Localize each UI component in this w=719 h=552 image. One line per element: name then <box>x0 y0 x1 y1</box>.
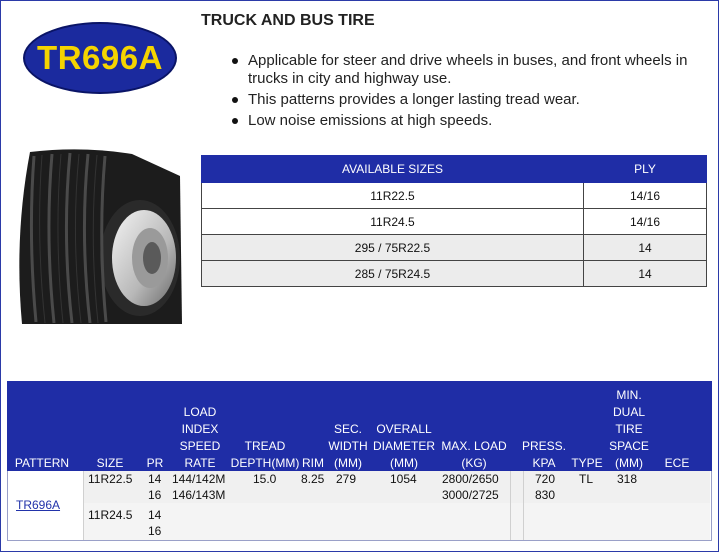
pr-cell: 14 16 <box>148 472 162 502</box>
feature-list <box>228 52 713 133</box>
load-rate-cell: 144/142M 146/143M <box>172 472 226 502</box>
overall-diameter-cell: 1054 <box>390 472 417 486</box>
size-cell: 11R24.5 <box>88 508 133 522</box>
available-sizes-table <box>201 155 707 287</box>
size-cell: 11R24.5 <box>202 209 584 235</box>
dual-space-cell: 318 <box>617 472 638 486</box>
spec-header-row <box>7 381 712 473</box>
feature-item: This patterns provides a longer lasting tread wear. <box>228 91 713 109</box>
size-cell: 11R22.5 <box>202 183 584 209</box>
ply-cell: 14 <box>584 235 707 261</box>
ply-cell: 14/16 <box>584 183 707 209</box>
feature-item: Applicable for steer and drive wheels in buses, and front wheels in trucks in city and highway use. <box>228 52 713 88</box>
tread-cell: 15.0 <box>253 472 277 486</box>
spec-body <box>7 471 712 541</box>
ply-cell: 14/16 <box>584 209 707 235</box>
press-cell: 720 830 <box>535 472 556 502</box>
feature-item: Low noise emissions at high speeds. <box>228 112 713 130</box>
pr-cell: 14 16 <box>148 508 162 538</box>
rim-cell: 8.25 <box>301 472 325 486</box>
col-overall-diameter: OVERALL DIAMETER (MM) <box>372 422 435 470</box>
bullet-icon <box>232 118 238 124</box>
column-divider <box>510 471 511 540</box>
col-pattern: PATTERN <box>14 456 70 470</box>
model-badge-text: TR696A <box>37 39 163 76</box>
column-divider <box>523 471 524 540</box>
col-size: SIZE <box>96 456 124 470</box>
size-cell: 285 / 75R24.5 <box>202 261 584 287</box>
sec-width-cell: 279 <box>336 472 357 486</box>
size-cell: 11R22.5 <box>88 472 133 486</box>
max-load-cell: 2800/2650 3000/2725 <box>442 472 499 502</box>
col-type: TYPE <box>571 456 603 470</box>
col-pr: PR <box>146 456 164 470</box>
col-tread: TREAD DEPTH(MM) <box>230 439 300 470</box>
table-row <box>202 261 707 287</box>
tire-image <box>12 146 184 326</box>
column-divider <box>83 471 84 540</box>
sizes-header: AVAILABLE SIZES <box>202 156 584 183</box>
bullet-icon <box>232 58 238 64</box>
col-press: PRESS. KPA <box>521 439 566 470</box>
spec-table <box>7 381 710 540</box>
ply-header: PLY <box>584 156 707 183</box>
size-cell: 295 / 75R22.5 <box>202 235 584 261</box>
model-badge <box>23 22 177 94</box>
spec-row-bg <box>83 503 710 540</box>
col-rim: RIM <box>302 456 324 470</box>
bullet-icon <box>232 97 238 103</box>
col-ece: ECE <box>664 456 690 470</box>
col-max-load: MAX. LOAD (KG) <box>441 439 507 470</box>
ply-cell: 14 <box>584 261 707 287</box>
table-row <box>202 209 707 235</box>
col-load: LOAD INDEX SPEED RATE <box>179 405 221 470</box>
table-row <box>202 183 707 209</box>
type-cell: TL <box>579 472 594 486</box>
sizes-header-row <box>202 156 707 183</box>
col-sec-width: SEC. WIDTH (MM) <box>328 422 368 470</box>
table-row <box>202 235 707 261</box>
col-dual-space: MIN. DUAL TIRE SPACE (MM) <box>609 388 649 470</box>
pattern-link[interactable]: TR696A <box>16 498 61 512</box>
product-title: TRUCK AND BUS TIRE <box>201 12 375 29</box>
